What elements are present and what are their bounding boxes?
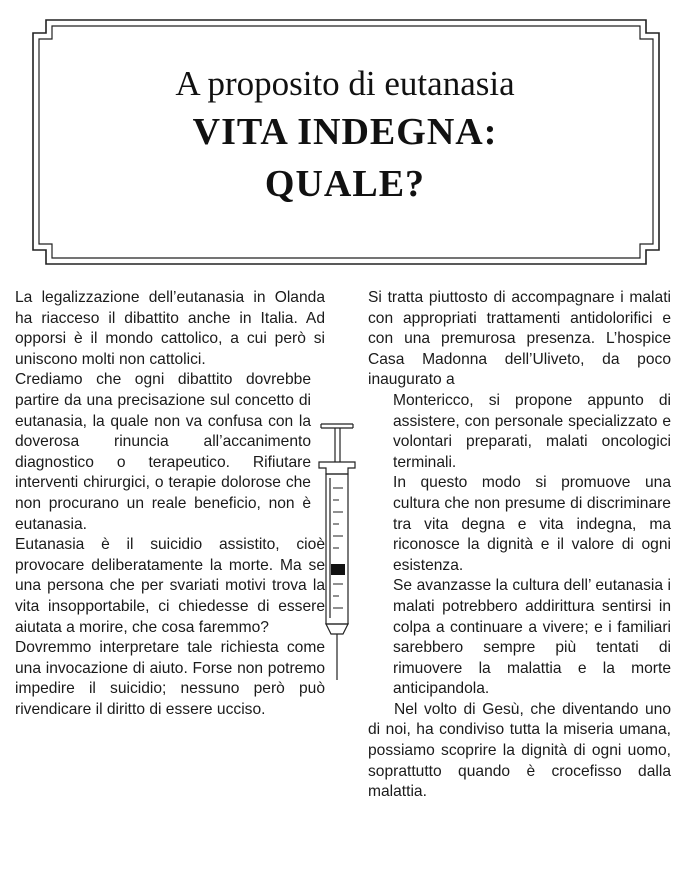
right-paragraph-4: Nel volto di Gesù, che diventando uno di noi, ha condiviso tutta la miseria umana, possiamo scoprire la dignità di ogni uomo, soprattutto quando è crocefisso dalla malattia.: [368, 700, 671, 801]
right-paragraph-1-cont: Montericco, si propone appunto di assistere, con personale specializzato e volontari preparati, malati oncologici terminali.: [393, 391, 671, 471]
left-paragraph-1: La legalizzazione dell’eutanasia in Olanda ha riacceso il dibattito anche in Italia. Ad opporsi è il mondo cattolico, a cui però si uniscono molti non cattolici.: [15, 289, 325, 368]
syringe-plunger: [331, 564, 345, 575]
right-column: [368, 288, 671, 803]
left-paragraph-2: Crediamo che ogni dibattito dovrebbe partire da una precisazione sul concetto di eutanasia, la quale non va confusa con la doverosa rinuncia all’accanimento diagnostico o terapeutico. Rifiutare interventi chirurgici, o terapie dolorose che non procurano un reale beneficio, non è eutanasia.: [15, 371, 311, 533]
title-block: [60, 62, 630, 210]
headline-line-1: VITA INDEGNA:: [192, 111, 498, 153]
left-paragraph-3: Eutanasia è il suicidio assistito, cioè provocare deliberatamente la morte. Ma se una persona che per svariati motivi trova la vita insopportabile, ci chiedesse di essere aiutata a morire, che cosa faremmo?: [15, 536, 325, 636]
article-kicker: A proposito di eutanasia: [175, 64, 515, 103]
left-column: [15, 288, 325, 720]
left-paragraph-4: Dovremmo interpretare tale richiesta come una invocazione di aiuto. Forse non potremo impedire il suicidio; nessuno però può rivendicare il diritto di essere ucciso.: [15, 639, 325, 718]
headline-line-2: QUALE?: [264, 163, 426, 205]
right-paragraph-3: Se avanzasse la cultura dell’ eutanasia i malati potrebbero addirittura sentirsi in colpa a continuare a vivere; e i familiari sarebbero sempre più tentati di rimuovere la malattia e la morte anticipandola.: [393, 577, 671, 698]
right-paragraph-2: In questo modo si promuove una cultura che non presume di discriminare tra vita degna e vita indegna, ma riconosce la dignità e il valore di ogni esistenza.: [393, 474, 671, 574]
syringe-icon: [307, 418, 367, 688]
right-paragraph-1: Si tratta piuttosto di accompagnare i malati con appropriati trattamenti antidolorifici e con una premurosa presenza. L’hospice Casa Madonna dell’Uliveto, da poco inaugurato a: [368, 289, 671, 389]
